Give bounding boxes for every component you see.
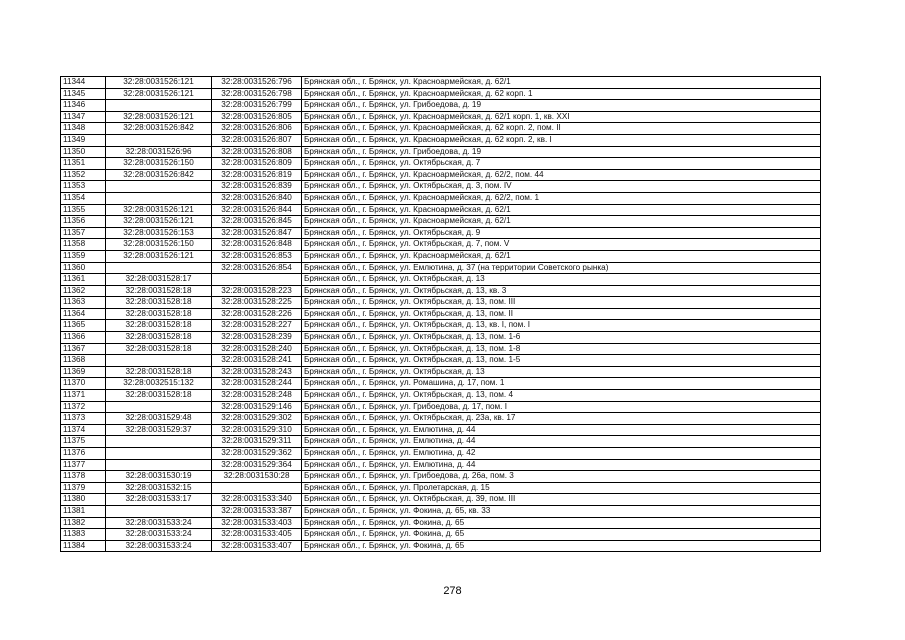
object-number-cell: 32:28:0031533:387 — [212, 505, 302, 517]
page-number: 278 — [443, 585, 462, 597]
row-number-cell: 11360 — [61, 262, 106, 274]
object-number-cell: 32:28:0031533:403 — [212, 517, 302, 529]
table-row — [61, 123, 821, 135]
address-cell: Брянская обл., г. Брянск, ул. Октябрьская, д. 13, пом. 4 — [302, 390, 821, 402]
table-row — [61, 227, 821, 239]
address-cell: Брянская обл., г. Брянск, ул. Октябрьская, д. 13, пом. II — [302, 308, 821, 320]
object-number-cell: 32:28:0031528:241 — [212, 355, 302, 367]
row-number-cell: 11379 — [61, 482, 106, 494]
address-cell: Брянская обл., г. Брянск, ул. Октябрьская, д. 23а, кв. 17 — [302, 413, 821, 425]
address-cell: Брянская обл., г. Брянск, ул. Красноармейская, д. 62/1 — [302, 216, 821, 228]
address-cell: Брянская обл., г. Брянск, ул. Фокина, д. 65 — [302, 529, 821, 541]
address-cell: Брянская обл., г. Брянск, ул. Красноармейская, д. 62/1 — [302, 77, 821, 89]
row-number-cell: 11365 — [61, 320, 106, 332]
table-row — [61, 366, 821, 378]
row-number-cell: 11384 — [61, 540, 106, 552]
table-row — [61, 494, 821, 506]
object-number-cell: 32:28:0031528:239 — [212, 332, 302, 344]
object-number-cell: 32:28:0031528:244 — [212, 378, 302, 390]
parcel-number-cell — [106, 448, 212, 460]
table-row — [61, 262, 821, 274]
object-number-cell — [212, 482, 302, 494]
parcel-number-cell: 32:28:0031526:96 — [106, 146, 212, 158]
address-cell: Брянская обл., г. Брянск, ул. Октябрьская, д. 13, пом. 1-6 — [302, 332, 821, 344]
parcel-number-cell: 32:28:0031526:121 — [106, 111, 212, 123]
object-number-cell: 32:28:0031526:839 — [212, 181, 302, 193]
object-number-cell: 32:28:0031526:854 — [212, 262, 302, 274]
object-number-cell: 32:28:0031526:848 — [212, 239, 302, 251]
table-row — [61, 308, 821, 320]
object-number-cell: 32:28:0031529:302 — [212, 413, 302, 425]
object-number-cell: 32:28:0031533:340 — [212, 494, 302, 506]
address-cell: Брянская обл., г. Брянск, ул. Фокина, д. 65 — [302, 540, 821, 552]
row-number-cell: 11366 — [61, 332, 106, 344]
parcel-number-cell: 32:28:0031528:18 — [106, 320, 212, 332]
object-number-cell: 32:28:0031526:845 — [212, 216, 302, 228]
parcel-number-cell: 32:28:0031528:17 — [106, 274, 212, 286]
row-number-cell: 11358 — [61, 239, 106, 251]
parcel-number-cell — [106, 192, 212, 204]
object-number-cell: 32:28:0031530:28 — [212, 471, 302, 483]
parcel-number-cell — [106, 436, 212, 448]
row-number-cell: 11377 — [61, 459, 106, 471]
address-cell: Брянская обл., г. Брянск, ул. Октябрьская, д. 13 — [302, 274, 821, 286]
table-row — [61, 88, 821, 100]
parcel-number-cell: 32:28:0031533:17 — [106, 494, 212, 506]
parcel-number-cell: 32:28:0031530:19 — [106, 471, 212, 483]
object-number-cell: 32:28:0031529:310 — [212, 424, 302, 436]
address-cell: Брянская обл., г. Брянск, ул. Красноармейская, д. 62 корп. 1 — [302, 88, 821, 100]
row-number-cell: 11362 — [61, 285, 106, 297]
address-cell: Брянская обл., г. Брянск, ул. Фокина, д. 65, кв. 33 — [302, 505, 821, 517]
address-cell: Брянская обл., г. Брянск, ул. Грибоедова, д. 19 — [302, 146, 821, 158]
row-number-cell: 11352 — [61, 169, 106, 181]
address-cell: Брянская обл., г. Брянск, ул. Октябрьская, д. 3, пом. IV — [302, 181, 821, 193]
table-row — [61, 204, 821, 216]
table-row — [61, 355, 821, 367]
parcel-number-cell: 32:28:0031532:15 — [106, 482, 212, 494]
object-number-cell: 32:28:0031529:311 — [212, 436, 302, 448]
address-cell: Брянская обл., г. Брянск, ул. Красноармейская, д. 62/1 корп. 1, кв. XXI — [302, 111, 821, 123]
address-cell: Брянская обл., г. Брянск, ул. Октябрьская, д. 13, кв. I, пом. I — [302, 320, 821, 332]
object-number-cell: 32:28:0031526:819 — [212, 169, 302, 181]
table-row — [61, 436, 821, 448]
row-number-cell: 11361 — [61, 274, 106, 286]
row-number-cell: 11383 — [61, 529, 106, 541]
parcel-number-cell: 32:28:0031526:150 — [106, 239, 212, 251]
table-row — [61, 100, 821, 112]
parcel-number-cell: 32:28:0032515:132 — [106, 378, 212, 390]
parcel-number-cell: 32:28:0031528:18 — [106, 366, 212, 378]
row-number-cell: 11380 — [61, 494, 106, 506]
row-number-cell: 11350 — [61, 146, 106, 158]
object-number-cell: 32:28:0031528:225 — [212, 297, 302, 309]
object-number-cell: 32:28:0031528:226 — [212, 308, 302, 320]
parcel-number-cell: 32:28:0031526:153 — [106, 227, 212, 239]
parcel-number-cell: 32:28:0031526:121 — [106, 77, 212, 89]
table-row — [61, 540, 821, 552]
object-number-cell: 32:28:0031533:407 — [212, 540, 302, 552]
table-row — [61, 505, 821, 517]
table-row — [61, 343, 821, 355]
row-number-cell: 11368 — [61, 355, 106, 367]
parcel-number-cell — [106, 181, 212, 193]
object-number-cell: 32:28:0031526:807 — [212, 134, 302, 146]
parcel-number-cell — [106, 459, 212, 471]
row-number-cell: 11369 — [61, 366, 106, 378]
parcel-number-cell — [106, 134, 212, 146]
row-number-cell: 11351 — [61, 158, 106, 170]
object-number-cell: 32:28:0031529:146 — [212, 401, 302, 413]
object-number-cell — [212, 274, 302, 286]
object-number-cell: 32:28:0031528:223 — [212, 285, 302, 297]
table-row — [61, 448, 821, 460]
address-cell: Брянская обл., г. Брянск, ул. Емлютина, д. 44 — [302, 424, 821, 436]
table-body — [61, 77, 821, 552]
row-number-cell: 11371 — [61, 390, 106, 402]
row-number-cell: 11367 — [61, 343, 106, 355]
table-row — [61, 250, 821, 262]
row-number-cell: 11344 — [61, 77, 106, 89]
parcel-number-cell — [106, 355, 212, 367]
table-row — [61, 285, 821, 297]
row-number-cell: 11359 — [61, 250, 106, 262]
object-number-cell: 32:28:0031528:240 — [212, 343, 302, 355]
parcel-number-cell: 32:28:0031526:150 — [106, 158, 212, 170]
table-row — [61, 390, 821, 402]
table-row — [61, 517, 821, 529]
address-cell: Брянская обл., г. Брянск, ул. Октябрьская, д. 13, пом. 1-8 — [302, 343, 821, 355]
object-number-cell: 32:28:0031528:227 — [212, 320, 302, 332]
table-row — [61, 332, 821, 344]
address-cell: Брянская обл., г. Брянск, ул. Октябрьская, д. 13 — [302, 366, 821, 378]
address-cell: Брянская обл., г. Брянск, ул. Красноармейская, д. 62/1 — [302, 204, 821, 216]
row-number-cell: 11349 — [61, 134, 106, 146]
table-row — [61, 529, 821, 541]
row-number-cell: 11364 — [61, 308, 106, 320]
address-cell: Брянская обл., г. Брянск, ул. Емлютина, д. 44 — [302, 436, 821, 448]
parcel-number-cell: 32:28:0031533:24 — [106, 540, 212, 552]
row-number-cell: 11381 — [61, 505, 106, 517]
object-number-cell: 32:28:0031526:844 — [212, 204, 302, 216]
address-cell: Брянская обл., г. Брянск, ул. Грибоедова, д. 19 — [302, 100, 821, 112]
row-number-cell: 11372 — [61, 401, 106, 413]
row-number-cell: 11376 — [61, 448, 106, 460]
table-row — [61, 459, 821, 471]
object-number-cell: 32:28:0031526:796 — [212, 77, 302, 89]
table-row — [61, 111, 821, 123]
registry-table — [60, 76, 821, 552]
address-cell: Брянская обл., г. Брянск, ул. Ромашина, д. 17, пом. 1 — [302, 378, 821, 390]
row-number-cell: 11375 — [61, 436, 106, 448]
table-row — [61, 181, 821, 193]
parcel-number-cell: 32:28:0031528:18 — [106, 297, 212, 309]
table-row — [61, 482, 821, 494]
parcel-number-cell: 32:28:0031526:121 — [106, 204, 212, 216]
object-number-cell: 32:28:0031526:809 — [212, 158, 302, 170]
object-number-cell: 32:28:0031529:362 — [212, 448, 302, 460]
address-cell: Брянская обл., г. Брянск, ул. Грибоедова, д. 26а, пом. 3 — [302, 471, 821, 483]
row-number-cell: 11374 — [61, 424, 106, 436]
table-row — [61, 401, 821, 413]
row-number-cell: 11357 — [61, 227, 106, 239]
address-cell: Брянская обл., г. Брянск, ул. Октябрьская, д. 39, пом. III — [302, 494, 821, 506]
object-number-cell: 32:28:0031528:248 — [212, 390, 302, 402]
address-cell: Брянская обл., г. Брянск, ул. Красноармейская, д. 62/2, пом. 44 — [302, 169, 821, 181]
table-row — [61, 471, 821, 483]
row-number-cell: 11355 — [61, 204, 106, 216]
row-number-cell: 11345 — [61, 88, 106, 100]
table-row — [61, 192, 821, 204]
row-number-cell: 11356 — [61, 216, 106, 228]
object-number-cell: 32:28:0031529:364 — [212, 459, 302, 471]
parcel-number-cell — [106, 505, 212, 517]
object-number-cell: 32:28:0031526:799 — [212, 100, 302, 112]
table-row — [61, 413, 821, 425]
parcel-number-cell — [106, 262, 212, 274]
address-cell: Брянская обл., г. Брянск, ул. Грибоедова, д. 17, пом. I — [302, 401, 821, 413]
table-row — [61, 320, 821, 332]
object-number-cell: 32:28:0031526:798 — [212, 88, 302, 100]
parcel-number-cell: 32:28:0031526:121 — [106, 216, 212, 228]
table-row — [61, 146, 821, 158]
row-number-cell: 11353 — [61, 181, 106, 193]
row-number-cell: 11354 — [61, 192, 106, 204]
table-row — [61, 378, 821, 390]
parcel-number-cell: 32:28:0031526:842 — [106, 123, 212, 135]
parcel-number-cell: 32:28:0031528:18 — [106, 343, 212, 355]
parcel-number-cell — [106, 401, 212, 413]
address-cell: Брянская обл., г. Брянск, ул. Емлютина, д. 44 — [302, 459, 821, 471]
table-row — [61, 274, 821, 286]
parcel-number-cell: 32:28:0031529:48 — [106, 413, 212, 425]
row-number-cell: 11347 — [61, 111, 106, 123]
object-number-cell: 32:28:0031526:808 — [212, 146, 302, 158]
address-cell: Брянская обл., г. Брянск, ул. Емлютина, д. 42 — [302, 448, 821, 460]
address-cell: Брянская обл., г. Брянск, ул. Октябрьская, д. 13, пом. 1-5 — [302, 355, 821, 367]
parcel-number-cell: 32:28:0031526:842 — [106, 169, 212, 181]
parcel-number-cell: 32:28:0031526:121 — [106, 88, 212, 100]
object-number-cell: 32:28:0031526:853 — [212, 250, 302, 262]
row-number-cell: 11382 — [61, 517, 106, 529]
table-row — [61, 169, 821, 181]
address-cell: Брянская обл., г. Брянск, ул. Красноармейская, д. 62/2, пом. 1 — [302, 192, 821, 204]
table-row — [61, 297, 821, 309]
table-row — [61, 424, 821, 436]
address-cell: Брянская обл., г. Брянск, ул. Емлютина, д. 37 (на территории Советского рынка) — [302, 262, 821, 274]
object-number-cell: 32:28:0031528:243 — [212, 366, 302, 378]
address-cell: Брянская обл., г. Брянск, ул. Октябрьская, д. 13, кв. 3 — [302, 285, 821, 297]
table-row — [61, 239, 821, 251]
object-number-cell: 32:28:0031526:805 — [212, 111, 302, 123]
address-cell: Брянская обл., г. Брянск, ул. Красноармейская, д. 62/1 — [302, 250, 821, 262]
parcel-number-cell — [106, 100, 212, 112]
address-cell: Брянская обл., г. Брянск, ул. Красноармейская, д. 62 корп. 2, пом. II — [302, 123, 821, 135]
row-number-cell: 11363 — [61, 297, 106, 309]
parcel-number-cell: 32:28:0031528:18 — [106, 285, 212, 297]
address-cell: Брянская обл., г. Брянск, ул. Красноармейская, д. 62 корп. 2, кв. I — [302, 134, 821, 146]
address-cell: Брянская обл., г. Брянск, ул. Октябрьская, д. 7, пом. V — [302, 239, 821, 251]
parcel-number-cell: 32:28:0031533:24 — [106, 517, 212, 529]
parcel-number-cell: 32:28:0031528:18 — [106, 308, 212, 320]
parcel-number-cell: 32:28:0031528:18 — [106, 332, 212, 344]
table-row — [61, 216, 821, 228]
object-number-cell: 32:28:0031533:405 — [212, 529, 302, 541]
address-cell: Брянская обл., г. Брянск, ул. Октябрьская, д. 9 — [302, 227, 821, 239]
address-cell: Брянская обл., г. Брянск, ул. Фокина, д. 65 — [302, 517, 821, 529]
address-cell: Брянская обл., г. Брянск, ул. Пролетарская, д. 15 — [302, 482, 821, 494]
row-number-cell: 11370 — [61, 378, 106, 390]
row-number-cell: 11378 — [61, 471, 106, 483]
address-cell: Брянская обл., г. Брянск, ул. Октябрьская, д. 13, пом. III — [302, 297, 821, 309]
table-row — [61, 77, 821, 89]
parcel-number-cell: 32:28:0031528:18 — [106, 390, 212, 402]
parcel-number-cell: 32:28:0031526:121 — [106, 250, 212, 262]
address-cell: Брянская обл., г. Брянск, ул. Октябрьская, д. 7 — [302, 158, 821, 170]
parcel-number-cell: 32:28:0031529:37 — [106, 424, 212, 436]
parcel-number-cell: 32:28:0031533:24 — [106, 529, 212, 541]
row-number-cell: 11346 — [61, 100, 106, 112]
object-number-cell: 32:28:0031526:847 — [212, 227, 302, 239]
table-row — [61, 158, 821, 170]
row-number-cell: 11373 — [61, 413, 106, 425]
object-number-cell: 32:28:0031526:806 — [212, 123, 302, 135]
object-number-cell: 32:28:0031526:840 — [212, 192, 302, 204]
row-number-cell: 11348 — [61, 123, 106, 135]
table-row — [61, 134, 821, 146]
